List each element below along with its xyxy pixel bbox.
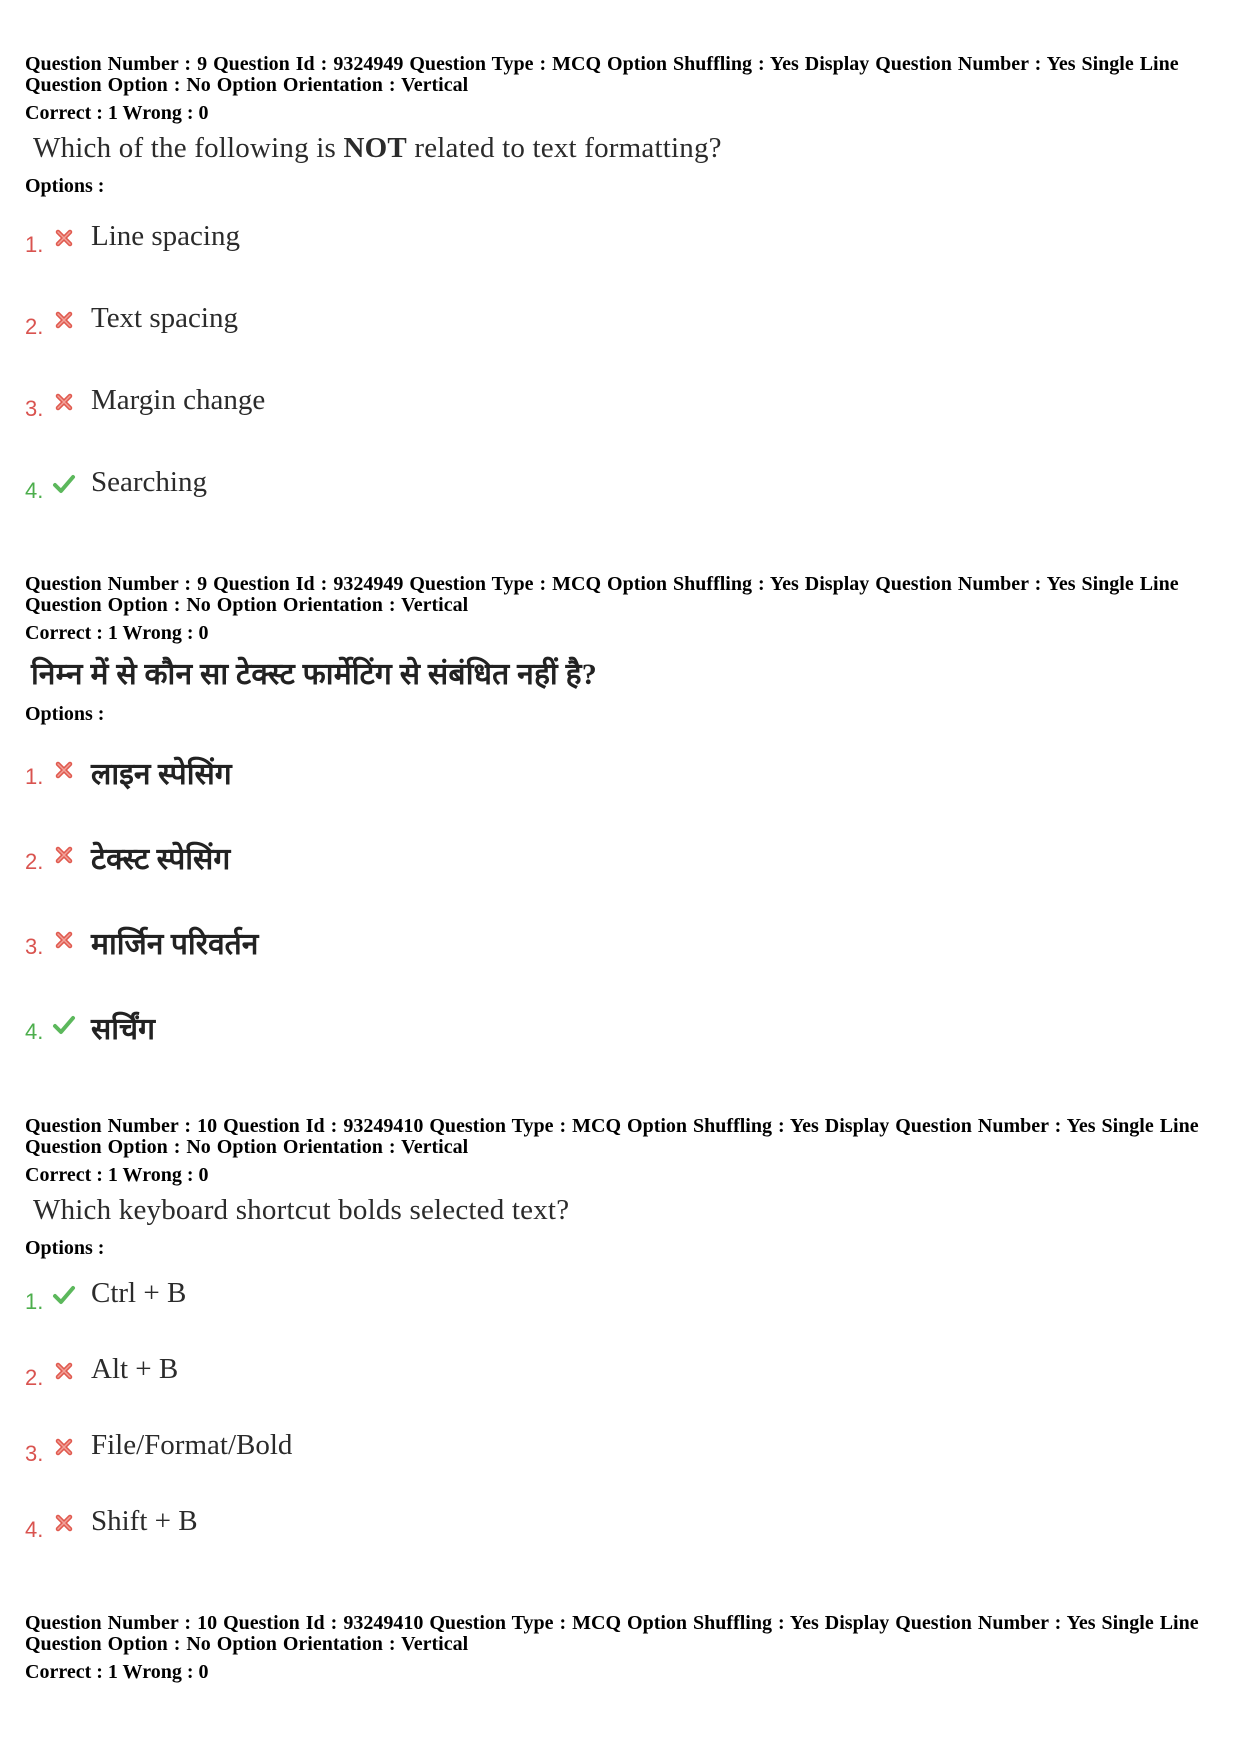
option-number: 1. [25,232,44,257]
question-text: Which keyboard shortcut bolds selected text? [33,1194,570,1226]
option-item [25,1277,725,1317]
option-number: 4. [25,1019,44,1044]
option-number: 2. [25,849,44,874]
cross-icon [52,1511,76,1535]
option-text: मार्जिन परिवर्तन [91,928,259,961]
question-block-10-hi [25,1613,1220,1683]
option-number: 3. [25,934,44,959]
question-meta: Question Number : 9 Question Id : 9324949 Question Type : MCQ Option Shuffling : Yes Display Question Number : Yes Single Line Question Option : No Option Orientation : Vertical [25,53,1179,96]
option-number: 3. [25,1441,44,1466]
question-block-9-en [25,54,1220,198]
option-item [25,1007,725,1047]
question-score: Correct : 1 Wrong : 0 [25,622,209,644]
option-number: 1. [25,764,44,789]
option-item [25,1353,725,1393]
option-item [25,302,725,342]
option-item [25,837,725,877]
question-score: Correct : 1 Wrong : 0 [25,1661,209,1683]
options-label: Options : [25,175,105,197]
question-text: निम्न में से कौन सा टेक्स्ट फार्मेटिंग से संबंधित नहीं है? [31,658,597,691]
options-label: Options : [25,703,105,725]
option-text: Searching [91,466,207,498]
option-text: Alt + B [91,1353,179,1385]
cross-icon [52,1435,76,1459]
option-number: 4. [25,1517,44,1542]
option-item [25,466,725,506]
option-number: 2. [25,314,44,339]
option-number: 2. [25,1365,44,1390]
option-item [25,1429,725,1469]
cross-icon [52,1359,76,1383]
question-block-9-hi [25,574,1220,726]
check-icon [52,1283,76,1307]
option-item [25,384,725,424]
option-item [25,922,725,962]
cross-icon [52,226,76,250]
option-number: 3. [25,396,44,421]
option-text: सर्चिंग [91,1013,155,1046]
option-item [25,220,725,260]
options-list [25,1277,1220,1567]
cross-icon [52,390,76,414]
options-list [25,752,1220,1052]
option-text: Line spacing [91,220,240,252]
question-score: Correct : 1 Wrong : 0 [25,1164,209,1186]
option-text: Text spacing [91,302,238,334]
option-item [25,1505,725,1545]
question-meta: Question Number : 10 Question Id : 93249410 Question Type : MCQ Option Shuffling : Yes Display Question Number : Yes Single Line Question Option : No Option Orientation : Vertical [25,1612,1199,1655]
option-number: 1. [25,1289,44,1314]
cross-icon [52,928,76,952]
check-icon [52,472,76,496]
check-icon [52,1013,76,1037]
options-list [25,220,1220,503]
cross-icon [52,843,76,867]
question-block-10-en [25,1116,1220,1260]
option-text: Shift + B [91,1505,198,1537]
option-text: Ctrl + B [91,1277,187,1309]
option-number: 4. [25,478,44,503]
option-item [25,752,725,792]
option-text: टेक्स्ट स्पेसिंग [91,843,231,876]
cross-icon [52,758,76,782]
question-text: Which of the following is NOT related to text formatting? [33,132,722,164]
question-meta: Question Number : 9 Question Id : 9324949 Question Type : MCQ Option Shuffling : Yes Display Question Number : Yes Single Line Question Option : No Option Orientation : Vertical [25,573,1179,616]
option-text: Margin change [91,384,266,416]
option-text: File/Format/Bold [91,1429,293,1461]
options-label: Options : [25,1237,105,1259]
question-score: Correct : 1 Wrong : 0 [25,102,209,124]
cross-icon [52,308,76,332]
question-meta: Question Number : 10 Question Id : 93249410 Question Type : MCQ Option Shuffling : Yes Display Question Number : Yes Single Line Question Option : No Option Orientation : Vertical [25,1115,1199,1158]
option-text: लाइन स्पेसिंग [91,758,232,791]
